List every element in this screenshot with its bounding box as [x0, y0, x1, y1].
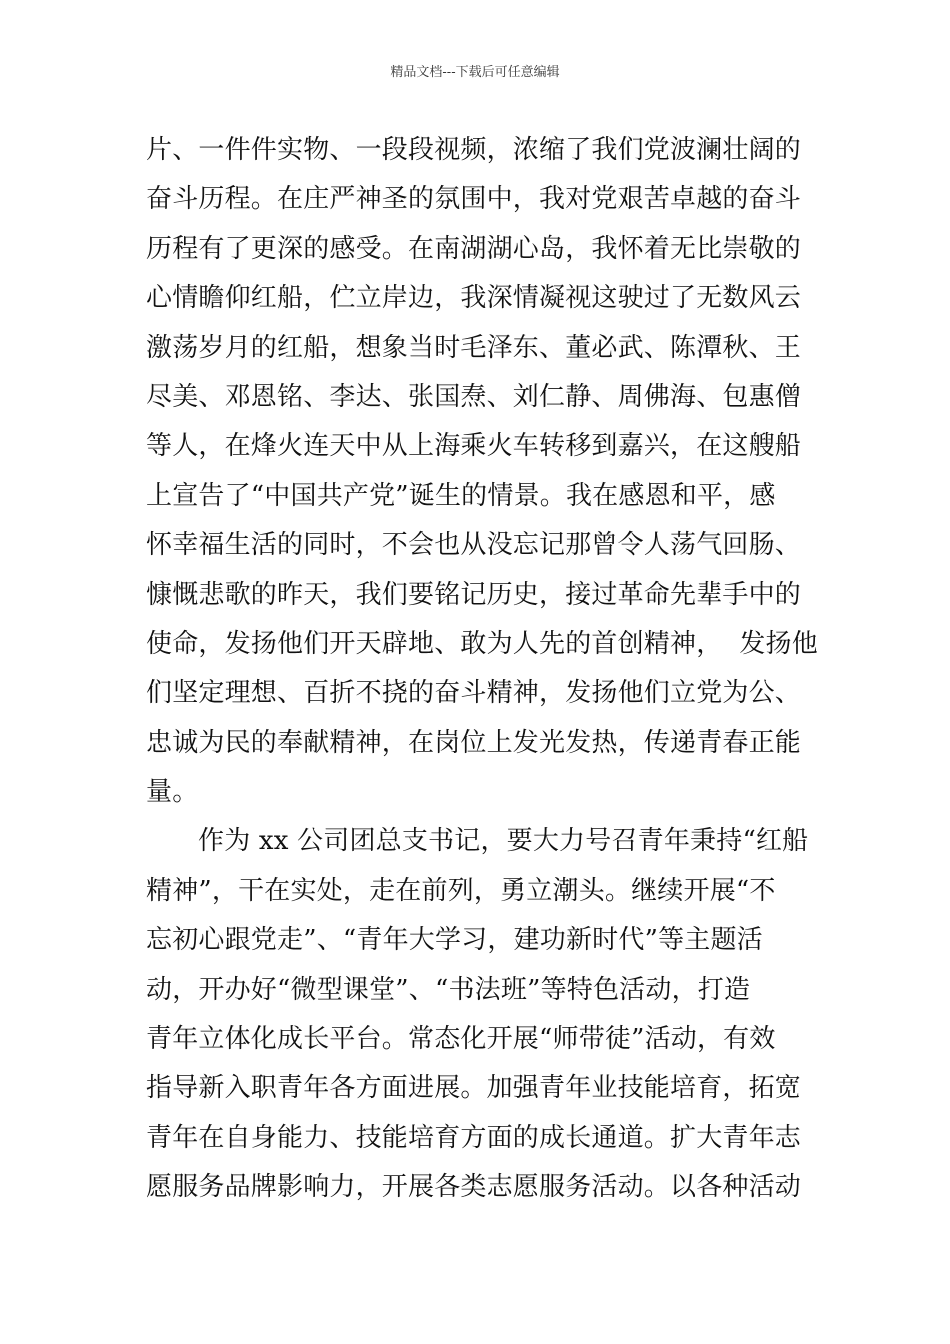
text-line: 精神”，干在实处，走在前列，勇立潮头。继续开展“不 — [146, 875, 776, 906]
text-line: 忘初心跟党走”、“青年大学习，建功新时代”等主题活 — [146, 925, 763, 956]
text-line: 激荡岁月的红船，想象当时毛泽东、董必武、陈潭秋、王 — [146, 332, 802, 363]
document-body — [146, 126, 818, 1213]
text-line: 指导新入职青年各方面进展。加强青年业技能培育，拓宽 — [146, 1073, 802, 1104]
paragraph-1 — [146, 126, 818, 817]
text-line: 动，开办好“微型课堂”、“书法班”等特色活动，打造 — [146, 974, 751, 1005]
text-line: 奋斗历程。在庄严神圣的氛围中，我对党艰苦卓越的奋斗 — [146, 184, 802, 215]
paragraph-2 — [146, 817, 809, 1212]
text-line: 忠诚为民的奉献精神，在岗位上发光发热，传递青春正能 — [146, 727, 802, 758]
text-line: 上宣告了“中国共产党”诞生的情景。我在感恩和平，感 — [146, 480, 776, 511]
text-line: 心情瞻仰红船，伫立岸边，我深情凝视这驶过了无数风云 — [146, 283, 802, 314]
text-line: 怀幸福生活的同时，不会也从没忘记那曾令人荡气回肠、 — [146, 530, 802, 561]
text-line: 等人，在烽火连天中从上海乘火车转移到嘉兴，在这艘船 — [146, 431, 802, 462]
text-line: 片、一件件实物、一段段视频，浓缩了我们党波澜壮阔的 — [146, 135, 802, 165]
text-line: 慷慨悲歌的昨天，我们要铭记历史，接过革命先辈手中的 — [146, 579, 802, 610]
text-line: 们坚定理想、百折不挠的奋斗精神，发扬他们立党为公、 — [146, 678, 802, 709]
text-line: 量。 — [146, 777, 199, 808]
text-line: 使命，发扬他们开天辟地、敢为人先的首创精神， 发扬他 — [146, 628, 818, 659]
text-line: 历程有了更深的感受。在南湖湖心岛，我怀着无比崇敬的 — [146, 233, 802, 264]
text-line: 青年在自身能力、技能培育方面的成长通道。扩大青年志 — [146, 1122, 802, 1153]
text-line: 尽美、邓恩铭、李达、张国焘、刘仁静、周佛海、包惠僧 — [146, 381, 802, 412]
text-line: 作为 xx 公司团总支书记，要大力号召青年秉持“红船 — [198, 826, 809, 857]
page-header: 精品文档---下载后可任意编辑 — [390, 65, 560, 80]
text-line: 青年立体化成长平台。常态化开展“师带徒”活动，有效 — [146, 1024, 776, 1055]
text-line: 愿服务品牌影响力，开展各类志愿服务活动。以各种活动 — [146, 1172, 802, 1203]
